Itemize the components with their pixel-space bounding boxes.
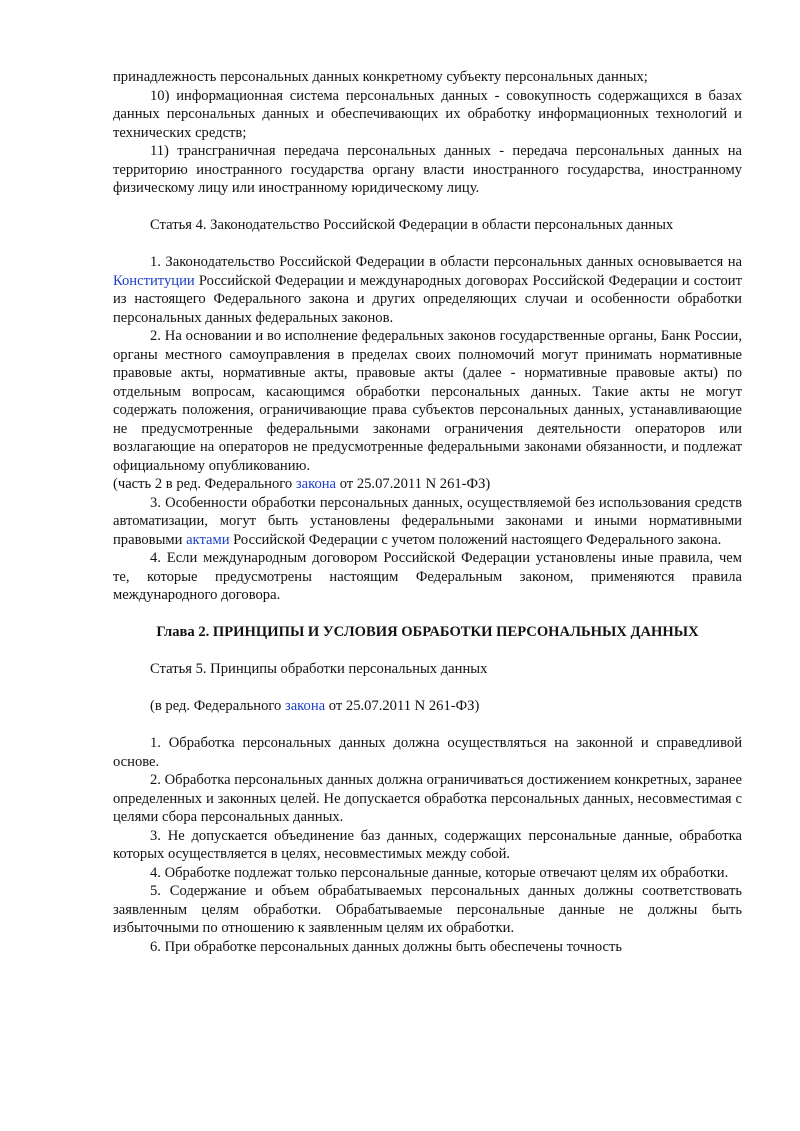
spacer	[113, 642, 742, 661]
spacer	[113, 605, 742, 624]
text-segment: от 25.07.2011 N 261-ФЗ)	[336, 476, 491, 492]
paragraph: 11) трансграничная передача персональных данных - передача персональных данных на территорию иностранного государства органу власти иностранного государства, иностранному физическому лицу или иностранному юридическому лицу.	[113, 143, 742, 196]
paragraph: 2. Обработка персональных данных должна ограничиваться достижением конкретных, заранее определенных и законных целей. Не допускается обработка персональных данных, несовместимая с целями сбора персональных данных.	[113, 772, 742, 825]
text-segment: (в ред. Федерального	[150, 698, 285, 714]
reference-link[interactable]: актами	[186, 531, 230, 548]
paragraph: 4. Если международным договором Российской Федерации установлены иные правила, чем те, которые предусмотрены настоящим Федеральным законом, применяются правила международного договора.	[113, 550, 742, 603]
spacer	[113, 716, 742, 735]
paragraph: 10) информационная система персональных данных - совокупность содержащихся в базах данных персональных данных и обеспечивающих их обработку информационных технологий и технических средств;	[113, 87, 742, 141]
document-page	[113, 68, 742, 956]
reference-link[interactable]: Конституции	[113, 272, 195, 289]
text-segment: (часть 2 в ред. Федерального	[113, 476, 296, 492]
spacer	[113, 198, 742, 217]
paragraph: 1. Обработка персональных данных должна осуществляться на законной и справедливой основе.	[113, 735, 742, 770]
paragraph: 5. Содержание и объем обрабатываемых персональных данных должны соответствовать заявленным целям обработки. Обрабатываемые персональные данные не должны быть избыточными по отношению к заявленным целям их обработки.	[113, 883, 742, 936]
edition-note	[113, 697, 742, 716]
text-segment: от 25.07.2011 N 261-ФЗ)	[325, 698, 480, 714]
text-segment: Российской Федерации с учетом положений настоящего Федерального закона.	[229, 531, 722, 548]
reference-link[interactable]: закона	[295, 476, 337, 492]
reference-link[interactable]: закона	[284, 698, 326, 714]
article-heading: Статья 4. Законодательство Российской Федерации в области персональных данных	[150, 217, 674, 233]
chapter-heading: Глава 2. ПРИНЦИПЫ И УСЛОВИЯ ОБРАБОТКИ ПЕРСОНАЛЬНЫХ ДАННЫХ	[156, 624, 699, 640]
article-heading: Статья 5. Принципы обработки персональных данных	[150, 661, 488, 677]
paragraph: принадлежность персональных данных конкретному субъекту персональных данных;	[113, 69, 648, 85]
spacer	[113, 235, 742, 254]
text-segment: 1. Законодательство Российской Федерации в области персональных данных основывается на	[150, 254, 742, 270]
paragraph	[113, 494, 742, 550]
spacer	[113, 679, 742, 698]
paragraph	[113, 475, 742, 494]
paragraph: 4. Обработке подлежат только персональные данные, которые отвечают целям их обработки.	[150, 864, 729, 881]
paragraph	[113, 253, 742, 327]
text-segment: Российской Федерации и международных договорах Российской Федерации и состоит из настоящего Федерального закона и других определяющих случаи и особенности обработки персональных данных федеральных законов.	[113, 272, 742, 326]
text-segment: 3. Особенности обработки персональных данных, осуществляемой без использования средств автоматизации, могут быть установлены федеральными законами и иными нормативными правовыми	[113, 494, 742, 548]
paragraph: 3. Не допускается объединение баз данных, содержащих персональные данные, обработка которых осуществляется в целях, несовместимых между собой.	[113, 827, 742, 862]
paragraph: 6. При обработке персональных данных должны быть обеспечены точность	[150, 938, 623, 955]
paragraph: 2. На основании и во исполнение федеральных законов государственные органы, Банк России, органы местного самоуправления в пределах своих полномочий могут принимать нормативные правовые акты, нормативные акты, правовые акты (далее - нормативные правовые акты) по отдельным вопросам, касающимся обработки персональных данных. Такие акты не могут содержать положения, ограничивающие права субъектов персональных данных, устанавливающие не предусмотренные федеральными законами ограничения деятельности операторов или возлагающие на операторов не предусмотренные федеральными законами обязанности, и подлежат официальному опубликованию.	[113, 328, 742, 474]
